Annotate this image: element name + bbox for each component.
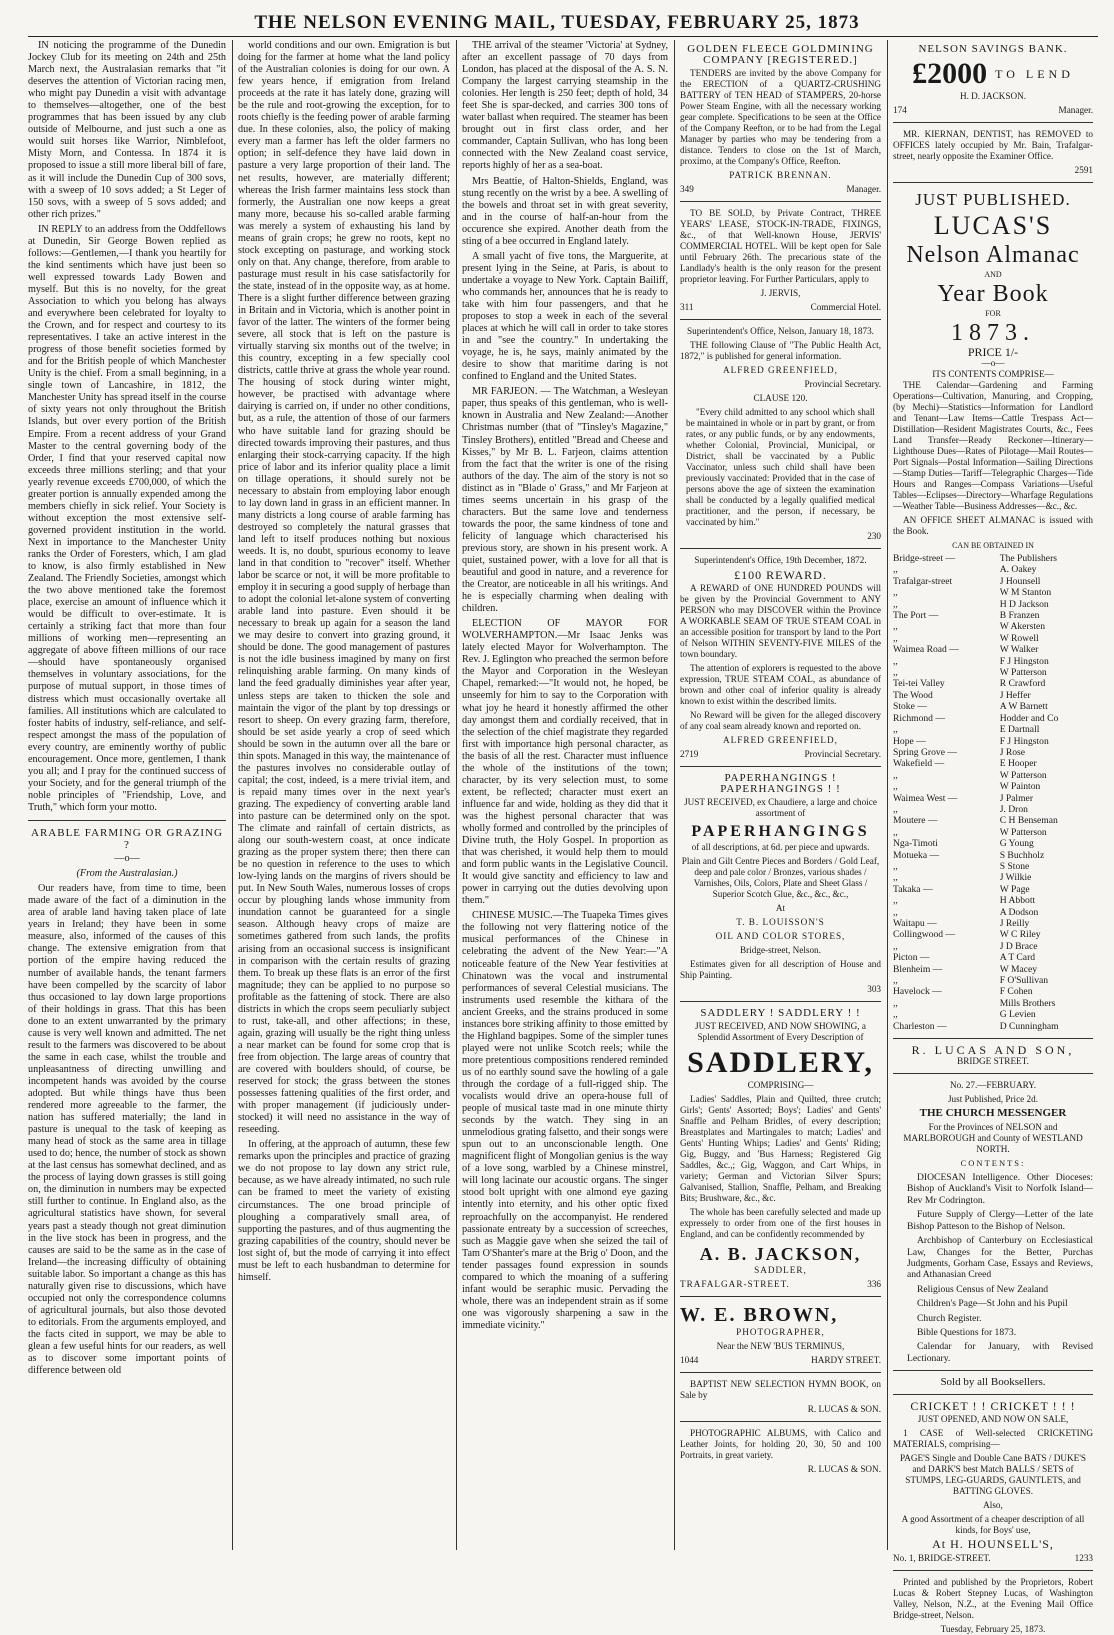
divider <box>680 1421 881 1422</box>
saddlery-note: The whole has been carefully selected and made up expressely to order from one of the first houses in England, and can be confidently recommended by <box>680 1207 881 1239</box>
saddlery-items: Ladies' Saddles, Plain and Quilted, three crutch; Girls'; Gents' Assorted; Boys'; Ladies' and Gents' Snaffle and Pelham Bridles, of every description; Breastplates and Martingales to match; Ladies' and Gents' Hunting Whips; Ladies' and Gents' Riding; Gig, Buggy, and 'Bus Harness; Registered Gig Saddles, &c.,; Gig, Waggon, and Cart Whips, in variety; German and Victorian Silver Spurs; Galvanised, Stallion, Snaffle, Pelham, and Breaking Bits; Brushware, &c., &c. <box>680 1094 881 1203</box>
hotel-sale-address: Commercial Hotel. <box>810 302 881 312</box>
agent-location: Havelock — <box>893 986 942 998</box>
agent-location: ,, <box>893 940 898 952</box>
agent-name: W Akersten <box>999 621 1046 633</box>
messenger-contents-item: DIOCESAN Intelligence. Other Dioceses: Bishop of Auckland's Visit to Norfolk Island—Rev Mr Codrington. <box>907 1172 1093 1206</box>
agent-row <box>893 690 1093 701</box>
agents-table <box>893 553 1093 1032</box>
agent-row <box>893 621 1093 632</box>
agent-location: Takaka — <box>893 883 933 895</box>
agent-row <box>893 850 1093 861</box>
agent-row <box>893 986 1093 997</box>
agent-location: ,, <box>893 724 898 736</box>
cricket-footer <box>893 1553 1093 1564</box>
agent-name: S Buchholz <box>999 849 1045 861</box>
agent-name: G Young <box>999 838 1034 850</box>
saddlery-footer <box>680 1279 881 1290</box>
yacht-paragraph: A small yacht of five tons, the Marguerite, at present lying in the Seine, at Paris, is about to undertake a voyage to New York. Captain Bailiff, who commands her, announces that he is ready to take with him four passengers, and that he proposes to stop a week in each of the several places at which he will call in order to take stores in and "see the country." In undertaking the voyage, he is, he says, mainly animated by the desire to show that maritime daring is not confined to England and the United States. <box>462 250 668 383</box>
almanac-address: BRIDGE STREET. <box>957 1056 1029 1067</box>
hymn-book-body: BAPTIST NEW SELECTION HYMN BOOK, on Sale by <box>680 1379 881 1400</box>
savings-bank-amount: £2000 <box>912 57 988 90</box>
column-divider <box>674 40 675 1550</box>
agent-name: F O'Sullivan <box>999 975 1049 987</box>
messenger-contents-item: Archbishop of Canterbury on Ecclesiastical Law, Changes for the Better, Purchas Judgments, Gorham Case, Essays and Reviews, and Athanasian Creed <box>907 1235 1093 1281</box>
agent-location: ,, <box>893 587 898 599</box>
agent-name: W Walker <box>999 644 1039 656</box>
agent-location: Nga-Timoti <box>893 838 938 850</box>
divider <box>28 820 226 821</box>
saddlery-heading: SADDLERY ! SADDLERY ! ! <box>700 1007 861 1019</box>
agent-row <box>893 564 1093 575</box>
agent-name: Mills Brothers <box>999 997 1056 1009</box>
almanac-lucas: LUCAS'S <box>933 211 1053 240</box>
agent-name: W Rowell <box>999 632 1039 644</box>
article-source: (From the Australasian.) <box>76 868 178 880</box>
agent-name: J Wilkie <box>999 872 1032 884</box>
agent-row <box>893 667 1093 678</box>
agent-location: ,, <box>893 895 898 907</box>
paperhangings-heading: PAPERHANGINGS ! PAPERHANGINGS ! ! <box>720 772 841 795</box>
agent-location: ,, <box>893 598 898 610</box>
albums-seller: R. LUCAS & SON. <box>807 1464 881 1474</box>
agent-name: W Patterson <box>999 826 1047 838</box>
agent-location: Wakefield — <box>893 758 945 770</box>
agent-location: The Port — <box>893 610 939 622</box>
cricket-cheaper: A good Assortment of a cheaper description of all kinds, for Boys' use, <box>901 1514 1085 1536</box>
agent-location: Collingwood — <box>893 929 956 941</box>
agent-location: ,, <box>893 860 898 872</box>
agent-row <box>893 553 1093 564</box>
hymn-book-seller: R. LUCAS & SON. <box>807 1404 881 1414</box>
agent-row <box>893 747 1093 758</box>
divider <box>680 548 881 549</box>
arable-closing-paragraph: In offering, at the approach of autumn, these few remarks upon the principles and practice of grazing we do not propose to lay down any strict rule, because, as we have already intimated, no such rule can be framed to meet the variety of existing circumstances. The one broad principle of ploughing a comparatively small area, of supporting the pastures, and of thus augmenting the grazing capabilities of the country, should never be lost sight of, but the mode of carrying it into effect must be left to each husbandman to determine for himself. <box>238 1139 450 1283</box>
saddlery-firm: A. B. JACKSON, <box>699 1244 862 1264</box>
agent-name: H Abbott <box>999 895 1036 907</box>
goldmining-footer <box>680 184 881 195</box>
imprint: Printed and published by the Proprietors, Robert Lucas & Robert Stepney Lucas, of Washington Valley, Nelson, N.Z., at the Evening Mail Office Bridge-street, Nelson. <box>893 1577 1093 1621</box>
reward-signature: ALFRED GREENFIELD, <box>723 735 838 745</box>
cricket-also: Also, <box>983 1500 1003 1511</box>
hotel-sale-signature: J. JERVIS, <box>760 288 801 298</box>
agent-name: J D Brace <box>999 940 1038 952</box>
agent-row <box>893 599 1093 610</box>
agent-name: J Hounsell <box>999 575 1041 587</box>
agent-location: Charleston — <box>893 1020 947 1032</box>
agent-name: B Franzen <box>999 610 1040 622</box>
agent-location: Blenheim — <box>893 963 943 975</box>
agent-name: J Heffer <box>999 689 1031 701</box>
agent-name: W Page <box>999 883 1030 895</box>
messenger-contents <box>893 1172 1093 1364</box>
agent-name: G Levien <box>999 1009 1036 1021</box>
agent-row <box>893 758 1093 769</box>
agent-row <box>893 736 1093 747</box>
almanac-and: AND <box>984 270 1002 279</box>
paperhangings-intro: JUST RECEIVED, ex Chaudiere, a large and choice assortment of <box>684 797 877 818</box>
messenger-sold: Sold by all Booksellers. <box>940 1376 1046 1389</box>
heading-ornament: —o— <box>114 853 140 865</box>
agent-row <box>893 941 1093 952</box>
agent-name: A T Card <box>999 952 1036 964</box>
farjeon-paragraph: MR FARJEON. — The Watchman, a Wesleyan paper, thus speaks of this gentleman, who is well-known in Australia and New Zealand:—Another Christmas number (that of "Tinsley's Magazine," Tinsley Brothers), entitled "Bread and Cheese and Kisses," by Mr B. L. Farjeon, claims attention from the fact that the writer is one of the rising authors of the day. The aim of the story is not so distinct as in "Blade o' Grass," and Mr Farjeon at times seems uncertain in his grasp of the characters. But the same love and tenderness towards the poor, the same kindness of tone and felicity of language which characterised his previous story, are shown in his present work. A quiet, sustained power, with a love for all that is beautiful and good in nature, and a reverence for the Creator, are noticeable in all his writings. And he is especially charming when dealing with children. <box>462 386 668 615</box>
masthead: THE NELSON EVENING MAIL, TUESDAY, FEBRUARY 25, 1873 <box>254 12 860 33</box>
agent-name: J Rose <box>999 746 1026 758</box>
agent-row <box>893 929 1093 940</box>
agent-name: F J Hingston <box>999 655 1049 667</box>
column-divider <box>887 40 888 1550</box>
albums-body: PHOTOGRAPHIC ALBUMS, with Calico and Leather Joints, for holding 20, 30, 50 and 100 Portraits, in great variety. <box>680 1428 881 1460</box>
agent-location: The Wood <box>893 689 933 701</box>
agent-name: D Cunningham <box>999 1020 1059 1032</box>
agent-name: A. Oakey <box>999 564 1037 576</box>
agent-location: Trafalgar-street <box>893 575 953 587</box>
agent-location: ,, <box>893 632 898 644</box>
agent-name: S Stone <box>999 860 1030 872</box>
ad-number: 303 <box>867 984 881 994</box>
agent-location: Motueka — <box>893 849 940 861</box>
arable-continued-paragraph: world conditions and our own. Emigration is but doing for the farmer at home what the land policy of the Australian colonies is doing for our own. A few years hence, if emigration from Ireland proceeds at the rate it has lately done, grazing will be the rule and root-growing the exception, for to roots chiefly is the feeding power of arable farming due. In these colonies, also, the policy of making every man a farmer has left the older farmers no option; in self-defence they have laid down in pasture a very large proportion of their land. The net results, however, are materially different; whereas the Irish farmer maintains less stock than formerly, the Australian one now keeps a great many more, because his so-called arable farming was merely a system of exhausting his land by means of grain crops; he grew no roots, kept no stock excepting on pasturage, and working stock only on that. Any change, therefore, from arable to pasturage must result in his case satisfactorily for the state, instead of in the opposite way, as at home. There is a slight further difference between grazing in Britain and in Victoria, which is another point in favor of the latter. The winters of the former being severe, all stock that is left on the pasture is virtually starving six months out of the twelve; in this country, excepting in a few specially cool districts, cattle thrive at grass the whole year round. The housing of stock during winter might, however, be practised with advantage where dairying is carried on, if under no other conditions, but, as a rule, the attention of those of our farmers who have suitable land for grazing should be directed towards improving their pastures, and thus enlarging their stock-carrying capacity. If the high price of labor and its inferior quality place a limit on tillage operations, it should surely not be necessary to abstain from employing labor enough to lay down land in grass in an efficient manner. In many districts a long course of arable farming has destroyed so completely the natural grasses that land left to itself produces nothing but noxious weeds. It is, no doubt, spurious economy to leave land in that condition to "recover" itself. Whether labor be scarce or not, it will be more profitable to employ it in securing a good supply of herbage than to adopt the colonial let-alone system of converting arable land into pasture. Even should it be necessary to break up again for a season the land we may desire to convert into grazing ground, it should be done. The good management of pastures is not the idle business imagined by many on first relinquishing arable farming. On many kinds of land the feed gradually diminishes year after year, unless steps are taken to thicken the sole and maintain the vigor of the plant by top dressings or resort to sheep. On every grazing farm, therefore, should be set aside yearly a crop of seed which should be sown in the autumn over all the bare or thin spots. Managed in this way, the maintenance of the pastures involves no considerable outlay of capital; the cost, indeed, is a mere trivial item, and is repaid many times over in the next year's grazing. The expediency of converting arable land into pasture can be determined only on the spot. The climate and rainfall of certain districts, as along our south-western coast, at once indicate grazing as the proper system there; then there can be no question in reference to the uses to which low-lying lands on the margins of rivers should be put. In New South Wales, numerous losses of crops occur by ploughing lands whose immunity from inundation cannot be guaranteed for a single season. Although heavy crops of maize are sometimes gathered from such lands, the profits arising from an occasional success is insignificant in comparison with the certain results of grazing them. To break up these flats is an error of the first magnitude; they can be applied to no purpose so profitable as the fattening of stock. There are also districts in which the crops seem peculiarly subject to rust, take-all, and other affections; in these, again, grazing will usually be the right thing unless a near market can be found for some crop that is free from objection. The large areas of country that are covered with boulders should, of course, be reserved for stock; the grass between the stones possesses fattening qualities of the first order, and with proper management (if judiciously under-stocked) it will need no assistance in the way of reseeding. <box>238 40 450 1136</box>
agent-row <box>893 964 1093 975</box>
photographer-address: Near the NEW 'BUS TERMINUS, <box>716 1341 845 1351</box>
agent-location: Stoke — <box>893 701 927 713</box>
paperhangings-sub: of all descriptions, at 6d. per piece and upwards. <box>691 842 870 852</box>
agent-name: Hodder and Co <box>999 712 1059 724</box>
agent-name: J Reilly <box>999 918 1030 929</box>
agent-name: W Patterson <box>999 769 1047 781</box>
photographer-name: W. E. BROWN, <box>680 1304 839 1326</box>
health-office-date: Superintendent's Office, Nelson, January 18, 1873. <box>687 326 874 336</box>
agent-location: Bridge-street — <box>893 553 956 564</box>
health-act-role: Provincial Secretary. <box>804 379 881 389</box>
paperhangings-firm-2: OIL AND COLOR STORES, <box>715 931 846 941</box>
imprint-date: Tuesday, February 25, 1873. <box>940 1624 1046 1635</box>
agent-row <box>893 975 1093 986</box>
agent-row <box>893 656 1093 667</box>
agent-row <box>893 895 1093 906</box>
article-heading: ARABLE FARMING OR GRAZING ? <box>31 827 223 852</box>
agent-location: ,, <box>893 997 898 1009</box>
agent-name: E Hooper <box>999 758 1037 770</box>
messenger-contents-item: Future Supply of Clergy—Letter of the late Bishop Patteson to the Bishop of Nelson. <box>907 1209 1093 1232</box>
cricket-seller: At H. HOUNSELL'S, <box>932 1537 1054 1552</box>
agent-location: ,, <box>893 803 898 815</box>
column-2 <box>238 40 450 1550</box>
agent-row <box>893 713 1093 724</box>
agent-location: Picton — <box>893 952 930 964</box>
ad-number: 349 <box>680 184 694 194</box>
messenger-contents-item: Bible Questions for 1873. <box>917 1326 1017 1338</box>
ad-number: 311 <box>680 302 694 312</box>
divider <box>893 1038 1093 1039</box>
photographer-footer <box>680 1355 881 1366</box>
photographer-role: PHOTOGRAPHER, <box>736 1327 825 1337</box>
reward-footer <box>680 749 881 760</box>
health-act-signature: ALFRED GREENFIELD, <box>723 365 838 375</box>
agent-row <box>893 998 1093 1009</box>
reward-office-date: Superintendent's Office, 19th December, 1872. <box>694 555 867 565</box>
agent-location: ,, <box>893 781 898 793</box>
agent-row <box>893 587 1093 598</box>
paperhangings-firm: T. B. LOUISSON'S <box>736 917 825 927</box>
almanac-firm: R. LUCAS AND SON, <box>911 1043 1075 1058</box>
agent-location: ,, <box>893 975 898 987</box>
agent-row <box>893 1009 1093 1020</box>
divider <box>893 1394 1093 1395</box>
goldmining-signature: PATRICK BRENNAN. <box>729 170 832 180</box>
racing-paragraph: IN noticing the programme of the Dunedin Jockey Club for its meeting on 24th and 25th March next, the Australasian remarks that "it deserves the attention of Victorian racing men, who might pay Dunedin a visit with advantage to themselves—altogether, one of the best programmes that has been issued by any club outside of Melbourne, and just such a one as would suit horses like Warrior, Nimblefoot, Misty Morn, and Contessa. In 1874 it is proposed to issue a still more liberal bill of fare, as it will include the Dunedin Cup of 300 sovs, with a sweep of 10 sovs added; a St Leger of 150 sovs, with a sweep of 5 sovs added; and other rich prizes." <box>28 40 226 220</box>
almanac-office-sheet: AN OFFICE SHEET ALMANAC is issued with the Book. <box>893 515 1093 536</box>
agent-location: Waitapu — <box>893 918 937 929</box>
divider <box>893 1370 1093 1371</box>
arable-paragraph: Our readers have, from time to time, been made aware of the fact of a diminution in the area of arable land having taken place of late years in Ireland; they have been in some measure, also, informed of the causes of this change. The extensive emigration from that portion of the empire having reduced the number of available hands, the tenant farmers have been compelled by the scarcity of labor thus occasioned to lay down large proportions of their holdings in grass. That this has been done to an extent unwarranted by the primary cause is very well known and admitted. The net result to the farmers was discovered to be about the same in each case, whilst the trouble and unpleasantness of directing unwilling and incompetent hands was avoided by the course adopted. But while things have thus been rendered more agreeable to the farmer, the nation has suffered materially; the land in pasture is unequal to the task of keeping as many head of stock as the same area in tillage used to do; hence, the number of stock as shown at the last census has somewhat declined, and as the process of laying down grasses is still going on, the diminution in numbers may be expected still further to continue. In England also, as the agricultural statistics have shown, for several years past a steady though not great diminution in the live stock has been in progress, and the causes are said to be the same as in the case of Ireland—the increasing difficulty of obtaining suitable labor. So important a change as this has naturally given rise to discussions, which have occupied not only the correspondence columns of agricultural journals, but also those devoted to editorials. From the arguments employed, and the facts cited in support, we may be able to glean a few useful hints for our readers, as well as to discover some important points of difference between old <box>28 883 226 1377</box>
messenger-contents-head: CONTENTS: <box>960 1158 1026 1169</box>
savings-bank-title: NELSON SAVINGS BANK. <box>918 43 1068 55</box>
dentist-body: MR. KIERNAN, DENTIST, has REMOVED to OFFICES lately occupied by Mr. Bain, Trafalgar-street, nearly opposite the Examiner Office. <box>893 129 1093 161</box>
almanac-year: 1873. <box>951 320 1035 346</box>
agent-location: ,, <box>893 826 898 838</box>
almanac-for: FOR <box>985 309 1001 318</box>
agent-name: R Crawford <box>999 678 1046 690</box>
agent-row <box>893 610 1093 621</box>
paperhangings-title: PAPERHANGINGS <box>691 823 870 840</box>
cricket-body: 1 CASE of Well-selected CRICKETING MATERIALS, comprising— <box>893 1428 1093 1450</box>
reward-body-3: No Reward will be given for the alleged discovery of any coal seam already known and reported on. <box>680 710 881 731</box>
masthead-rule <box>28 36 1098 37</box>
agent-name: F Cohen <box>999 986 1033 998</box>
ad-number: 2591 <box>1074 165 1093 175</box>
almanac-title: Nelson Almanac <box>906 242 1080 268</box>
paperhangings-estimates: Estimates given for all description of House and Ship Painting. <box>680 959 881 980</box>
agent-name: W M Stanton <box>999 587 1052 599</box>
agent-location: Waimea West — <box>893 792 958 804</box>
agent-row <box>893 678 1093 689</box>
paperhangings-at: At <box>775 903 786 913</box>
agent-row <box>893 576 1093 587</box>
ad-number: 1044 <box>680 1355 699 1365</box>
agent-location: Spring Grove — <box>893 746 957 758</box>
almanac-year-book: Year Book <box>937 281 1049 307</box>
hotel-sale-body: TO BE SOLD, by Private Contract, THREE YEARS' LEASE, STOCK-IN-TRADE, FIXINGS, &c., of that Well-known House, JERVIS' COMMERCIAL HOTEL. Will be kept open for Sale until February 26th. The precarious state of the Landlady's health is the only reason for the present proprietor leaving. For Further Particulars, apply to <box>680 208 881 284</box>
agent-location: ,, <box>893 655 898 667</box>
cricket-heading: CRICKET ! ! CRICKET ! ! ! <box>910 1399 1076 1414</box>
ad-number: 336 <box>867 1279 881 1289</box>
goldmining-title: GOLDEN FLEECE GOLDMINING COMPANY [REGISTERED.] <box>687 43 874 66</box>
column-divider <box>232 40 233 1550</box>
clause-title: CLAUSE 120. <box>753 393 808 403</box>
almanac-ornament: —o— <box>981 358 1005 368</box>
agent-name: W Patterson <box>999 667 1047 679</box>
agent-row <box>893 793 1093 804</box>
agent-location: Waimea Road — <box>893 644 959 656</box>
almanac-just-published: JUST PUBLISHED. <box>915 190 1071 209</box>
agent-row <box>893 701 1093 712</box>
ad-number: 1233 <box>1074 1553 1093 1564</box>
ad-number: 230 <box>867 531 881 541</box>
divider <box>893 182 1093 183</box>
saddlery-comprising: COMPRISING— <box>747 1080 814 1090</box>
wolverhampton-paragraph: ELECTION OF MAYOR FOR WOLVERHAMPTON.—Mr Isaac Jenks was lately elected Mayor for Wolverhampton. The Rev. J. Eglington who preached the sermon before the Mayor and Corporation in the Wesleyan Chapel, remarked:—"It would not, he hoped, be unseemly for him to say to the Corporation with what joy he heard it honestly affirmed the other day amongst them and cordially received, that in the selection of the chief magistrate they regarded first with importance high personal character, as the basis of all the rest. Character must influence the whole of the institutions of the town; character, by its very selection must, to some extent, be reflected; character must exert an influence far and wide, holding as they did that it was the highest personal character that was wholly formed and controlled by the principles of Divine truth, the Holy Gospel. In proportion as that was cherished, it would help them to mould and form public wants in the Legislative Council. It would give sanctity and efficiency to law and power in carrying out the duties devolving upon them." <box>462 618 668 907</box>
agent-row <box>893 861 1093 872</box>
messenger-for: For the Provinces of NELSON and MARLBOROUGH and County of WESTLAND NORTH. <box>903 1122 1083 1155</box>
saddlery-address: TRAFALGAR-STREET. <box>680 1279 790 1289</box>
goldmining-body: TENDERS are invited by the above Company for the ERECTION of a QUARTZ-CRUSHING BATTERY of TEN HEAD of STAMPERS, 20-horse Power Steam Engine, with all the necessary working gear complete. Specifications to be seen at the Office of the Company Reefton, or to be had from the Legal Manager by parties who may be tendering from a distance. Tenders to close on the 1st of March, proximo, at the Company's Office, Reefton. <box>680 68 881 166</box>
agent-row <box>893 724 1093 735</box>
divider <box>680 201 881 202</box>
almanac-obtained: CAN BE OBTAINED IN <box>952 541 1034 550</box>
paperhangings-address: Bridge-street, Nelson. <box>740 945 821 955</box>
almanac-contents-head: ITS CONTENTS COMPRISE— <box>932 369 1054 379</box>
agent-row <box>893 804 1093 815</box>
agent-name: J. Dron <box>999 803 1028 815</box>
agent-location: ,, <box>893 906 898 918</box>
column-3 <box>462 40 668 1550</box>
bee-sting-paragraph: Mrs Beattie, of Halton-Shields, England, was stung recently on the wrist by a bee. A swelling of the bowels and throat set in with great severity, and in the course of half-an-hour from the occurence she expired. Another death from the sting of a bee occurred in England lately. <box>462 175 668 247</box>
almanac-price: PRICE 1/- <box>967 345 1019 359</box>
messenger-contents-item: Church Register. <box>917 1312 982 1324</box>
divider <box>893 1570 1093 1571</box>
agent-location: Moutere — <box>893 815 938 827</box>
messenger-number: No. 27.—FEBRUARY. <box>949 1080 1037 1091</box>
goldmining-role: Manager. <box>846 184 881 194</box>
agent-row <box>893 644 1093 655</box>
almanac-contents: THE Calendar—Gardening and Farming Operations—Cultivation, Manuring, and Cropping, (by Mechi)—Statistics—Information for Landlord and Tenant—Law Items—Cattle Trespass Act—Distillation—Resident Magistrates Courts, &c., Fees Land Transfer—Ready Reckoner—Itinerary—Lighthouse Dues—Rates of Pilotage—Mail Routes—Port Signals—Postal Information—Sailing Directions—Stamp Duties—Tariff—Telegraphic Charges—Tide Hours and Ranges—Compass Variations—Useful Tables—Eclipses—Directory—Wharfage Regulations—Weather Table—Business Addresses—&c., &c. <box>893 380 1093 511</box>
agent-name: F J Hingston <box>999 735 1049 747</box>
agent-name: J Palmer <box>999 792 1034 804</box>
reward-body: A REWARD of ONE HUNDRED POUNDS will be given by the Provincial Government to ANY PERSON who may DISCOVER within the Province A WORKABLE SEAM OF TRUE STEAM COAL in an accessible position for transport by land to the Port of Nelson WITHIN SEVENTY-FIVE MILES of the town boundary. <box>680 583 881 659</box>
agent-row <box>893 884 1093 895</box>
agent-row <box>893 1021 1093 1032</box>
paperhangings-items: Plain and Gilt Centre Pieces and Borders / Gold Leaf, deep and pale color / Bronzes, various shades / Varnishes, Oils, Colors, Plate and Sheet Glass / Superior Scotch Glue, &c., &c., &c., <box>681 856 880 899</box>
column-4 <box>680 40 881 1550</box>
savings-bank-banner <box>893 57 1093 91</box>
health-act-body: THE following Clause of "The Public Health Act, 1872," is published for general information. <box>680 340 881 361</box>
agent-row <box>893 827 1093 838</box>
messenger-contents-item: Calendar for January, with Revised Lectionary. <box>907 1341 1093 1364</box>
agent-location: Richmond — <box>893 712 945 724</box>
reward-title: £100 REWARD. <box>734 568 827 582</box>
agent-name: The Publishers <box>999 553 1057 564</box>
steamer-paragraph: THE arrival of the steamer 'Victoria' at Sydney, after an excellent passage of 70 days from London, has placed at the disposal of the A. S. N. Company the largest carrying steamship in the colonies. Her length is 250 feet; depth of hold, 34 feet She is spar-decked, and carries 300 tons of water ballast when required. The steamer has been brought out in first class order, and her commander, Captain Sullivan, who has long been connected with the New Zealand coast service, reports highly of her as a sea-boat. <box>462 40 668 172</box>
agent-location: Hope — <box>893 735 926 747</box>
agent-row <box>893 907 1093 918</box>
reward-body-2: The attention of explorers is requested to the above expression, TRUE STEAM COAL, as abundance of brown and other coal of inferior quality is already known to exist within the described limits. <box>680 663 881 706</box>
cricket-opened: JUST OPENED, AND NOW ON SALE, <box>917 1414 1069 1425</box>
savings-bank-lend: TO LEND <box>995 66 1074 81</box>
oddfellows-paragraph: IN REPLY to an address from the Oddfellows at Dunedin, Sir George Bowen replied as follows:—Gentlemen,—I thank you heartily for the kind sentiments which have just been so well expressed towards Lady Bowen and myself. But this is no novelty, for the great Association to which you belong has always and everywhere been celebrated for loyalty to the Crown, and for respect and courtesy to its representatives. I take an active interest in the progress of those benefit societies formed by and for the British people of which Manchester Unity is the chief. From a small beginning, in a single town of Lancashire, in 1812, the Manchester Unity has spread itself in the course of sixty years not only throughout the British Islands, but over every portion of the British Empire. From a recent address of your Grand Master to the central governing body of the Order, I find that your reserved capital now exceeds three millions sterling; and that your yearly revenue exceeds £700,000, of which the greater portion is annually expended among the members chiefly in sick relief. Your Society is without exception the most extensive self-governed provident institution in the world. Next in importance to the Manchester Unity ranks the Order of Foresters, which, I am glad to know, is also firmly established in New Zealand. The Friendly Societies, amongst which the two above mentioned take the foremost place, exercise an amount of influence which it would be difficult to over-estimate. It is certainly a striking fact that more than four millions of working men—representing an aggregate of above fifteen millions of our race—should have spontaneously organised themselves in voluntary associations, for the purpose of mutual support, in those times of distress which must occasionally overtake all families. All institutions which are calculated to foster habits of industry, self-reliance, and self-respect amongst the mass of the population of every country, are eminently worthy of public encouragement. Once more, gentlemen, I thank you all; and I pray for the continued success of your Society, and for the general triumph of the noble principles of "Friendship, Love, and Truth," which form your motto. <box>28 223 226 813</box>
cricket-items: PAGE'S Single and Double Cane BATS / DUKE'S and DARK'S best Match BALLS / SETS of STUMPS, LEG-GUARDS, GAUNTLETS, and BATTING GLOVES. <box>900 1453 1086 1497</box>
agent-row <box>893 838 1093 849</box>
saddlery-intro: JUST RECEIVED, AND NOW SHOWING, a Splendid Assortment of Every Description of <box>695 1021 866 1042</box>
divider <box>680 319 881 320</box>
messenger-title: THE CHURCH MESSENGER <box>919 1107 1067 1120</box>
agent-row <box>893 781 1093 792</box>
agent-name: E Dartnall <box>999 724 1040 736</box>
agent-row <box>893 952 1093 963</box>
photographer-street: HARDY STREET. <box>811 1355 881 1365</box>
divider <box>680 1001 881 1002</box>
ad-number: 2719 <box>680 749 699 759</box>
agent-name: C H Benseman <box>999 815 1058 827</box>
saddlery-title: SADDLERY, <box>687 1046 874 1079</box>
agent-row <box>893 633 1093 644</box>
agent-row <box>893 872 1093 883</box>
agent-name: W C Riley <box>999 929 1041 941</box>
agent-row <box>893 918 1093 929</box>
divider <box>680 1296 881 1297</box>
reward-role: Provincial Secretary. <box>804 749 881 759</box>
agent-name: A Dodson <box>999 906 1039 918</box>
messenger-price: Just Published, Price 2d. <box>947 1094 1039 1105</box>
messenger-contents-item: Children's Page—St John and his Pupil <box>917 1298 1068 1310</box>
divider <box>680 766 881 767</box>
agent-name: A W Barnett <box>999 701 1048 713</box>
agent-location: ,, <box>893 769 898 781</box>
agent-name: H D Jackson <box>999 598 1049 610</box>
agent-location: ,, <box>893 872 898 884</box>
clause-body: "Every child admitted to any school which shall be maintained in whole or in part by grant, or from rates, or any public funds, or by any endowments, whether Colonial, Provincial, Municipal, or District, shall be vaccinated by a Public Vaccinator, unless such child shall have been previously vaccinated: Provided that in the case of persons above the age of sixteen the examination shall be conducted by a legally qualified medical practitioner, and the person, if necessary, be vaccinated by him." <box>686 407 875 527</box>
messenger-contents-item: Religious Census of New Zealand <box>917 1283 1049 1295</box>
column-divider <box>456 40 457 1550</box>
savings-bank-footer <box>893 105 1093 116</box>
agent-location: ,, <box>893 621 898 633</box>
hotel-sale-footer <box>680 302 881 313</box>
agent-location: ,, <box>893 1009 898 1021</box>
agent-row <box>893 770 1093 781</box>
savings-bank-signature: H. D. JACKSON. <box>959 91 1027 101</box>
agent-location: ,, <box>893 667 898 679</box>
divider <box>680 1372 881 1373</box>
ad-number: 174 <box>893 105 907 115</box>
agent-name: W Macey <box>999 963 1038 975</box>
chinese-music-paragraph: CHINESE MUSIC.—The Tuapeka Times gives the following not very flattering notice of the musical performances of the Chinese in celebrating the advent of the New Year:—"A noticeable feature of the New Year festivities at Chinatown was the vocal and instrumental performances of several Celestial musicians. The instruments used resemble the kithara of the ancient Greeks, and the strains produced in some instances bore striking affinity to those emitted by the Highland bagpipes. Some of the simpler tunes played were not unlike Scotch reels; while the more pretentious compositions rendered reminded us of no earthly sound save the howling of a gale through the cordage of a full-rigged ship. The vocalists would drive an opera-house full of people of musical taste mad in one minute thirty seconds by the watch. They sing in an unmelodious grating falsetto, and their songs were spun out to an unconscionable length. One magnificent flight of Mongolian genius is the way of a love song, warbled by a Chinese minstrel, will long lacinate our acoustic organs. The singer stood bolt upright with one almond eye gazing intently into eternity, and his other optic fixed reproachfully on the accompanyist. He rendered passionate entreaty by a succession of screeches, such as Maggie gave when she seized the tail of Tam O'Shanter's mare at the Brig o' Doon, and the tender passages found expression in sounds compared to which the moaning of a suffering infant would be seraphic music. Pervading the whole, there was an independent strain as if some one was vigorously sharpening a saw in the immediate vicinity." <box>462 910 668 1331</box>
saddlery-role: SADDLER, <box>754 1265 807 1275</box>
column-5 <box>893 40 1093 1635</box>
divider <box>893 1073 1093 1074</box>
cricket-address: No. 1, BRIDGE-STREET. <box>893 1553 991 1564</box>
agent-location: Tei-tei Valley <box>893 678 945 690</box>
agent-row <box>893 815 1093 826</box>
savings-bank-role: Manager. <box>1058 105 1093 115</box>
column-1 <box>28 40 226 1550</box>
agent-location: ,, <box>893 564 898 576</box>
agent-name: W Painton <box>999 781 1041 793</box>
divider <box>893 122 1093 123</box>
